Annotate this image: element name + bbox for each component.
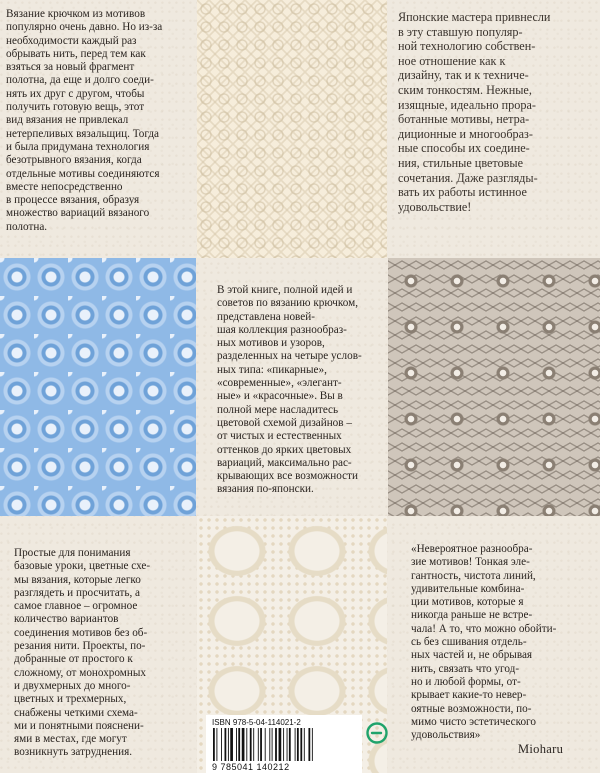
lessons-text-block: Простые для понимания базовые уроки, цветные схе- мы вязания, которые легко разглядеть и просчитать, а самое главное – огромное количество вариантов соединения мотивов без об- резания нити. Проекты, по- добранные от простого к сложному, от монохромных и двухмерных до много- цветных и трехмерных, снабжены четкими схема- ми и понятными пояснени- ями в местах, где могут возникнуть затруднения. bbox=[14, 547, 151, 759]
review-signature: Mioharu bbox=[518, 742, 564, 756]
isbn-barcode bbox=[206, 715, 362, 773]
blue-crochet-swatch-image bbox=[0, 258, 196, 516]
intro-text-block: Вязание крючком из мотивов популярно очень давно. Но из-за необходимости каждый раз обрывать нить, перед тем как взяться за новый фрагмент полотна, да еще и долго соеди- нять их друг с другом, чтобы получить готовую вещь, этот вид вязания не привлекал нетерпеливых вязальщиц. Тогда и была придумана технология безотрывного вязания, когда отдельные мотивы соединяются вместе непосредственно в процессе вязания, образуя множество вариаций вязаного полотна. bbox=[6, 8, 163, 233]
review-quote-text-block: «Невероятное разнообра- зие мотивов! Тонкая эле- гантность, чистота линий, удивительные комбина- ции мотивов, которые я никогда раньше не встре- чала! А то, что можно обойти- сь без сшивания отдель- ных частей и, не обрывая нить, связать что угод- но и любой формы, от- крывает какие-то невер- оятные возможности, по- мимо чисто эстетического удовольствия» bbox=[411, 543, 557, 742]
barcode-bars-icon bbox=[212, 728, 356, 761]
book-description-text-block: В этой книге, полной идей и советов по вязанию крючком, представлена новей- шая коллекция разнообраз- ных мотивов и узоров, разделенных на четыре услов- ных типа: «пикарные», «современные», «элегант- ные» и «красочные». Вы в полной мере насладитесь цветовой схемой дизайнов – от чистых и естественных оттенков до ярких цветовых вариаций, максимально рас- крывающих все возможности вязания по-японски. bbox=[217, 284, 362, 496]
isbn-number: ISBN 978-5-04-114021-2 bbox=[212, 718, 301, 727]
barcode-digits: 9 785041 140212 bbox=[212, 762, 290, 772]
grey-crochet-swatch-image bbox=[388, 258, 600, 516]
publisher-logo-icon bbox=[366, 722, 388, 744]
japanese-masters-text-block: Японские мастера привнесли в эту ставшую популяр- ной технологию собствен- ное отношение как к дизайну, так и к техниче- ским тонкостям. Нежные, изящные, идеально прора- ботанные мотивы, нетра- диционные и многообраз- ные способы их соедине- ния, стильные цветовые сочетания. Даже разгляды- вать их работы истинное удовольствие! bbox=[398, 10, 551, 214]
cream-crochet-swatch-image bbox=[197, 0, 387, 258]
